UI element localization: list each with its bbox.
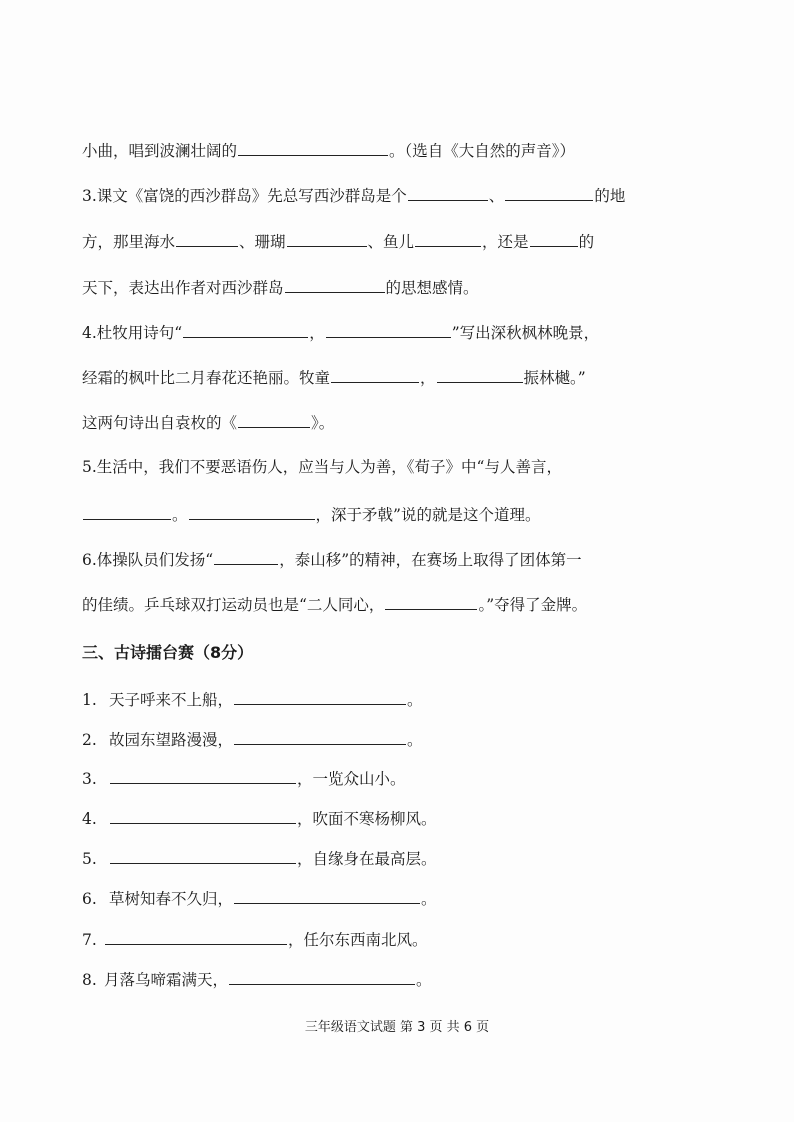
q5-line-1 [82, 456, 694, 478]
text: 。 [416, 971, 432, 989]
text: 振林樾。” [523, 369, 586, 387]
q3-line-3 [82, 276, 694, 299]
text: 、珊瑚 [239, 233, 286, 251]
answer-blank[interactable] [287, 230, 367, 247]
item-number: 7. [82, 931, 97, 949]
text: 这两句诗出自袁枚的《 [82, 414, 238, 432]
answer-blank[interactable] [385, 593, 477, 610]
text: 月落乌啼霜满天， [104, 971, 229, 989]
answer-blank[interactable] [110, 767, 296, 784]
poem-item-5 [82, 847, 694, 870]
poem-item-4 [82, 807, 694, 830]
poem-item-3 [82, 767, 694, 790]
text: ，泰山移”的精神，在赛场上取得了团体第一 [279, 551, 582, 569]
answer-blank[interactable] [229, 968, 415, 985]
section-3-title: 三、古诗擂台赛（8分） [82, 643, 254, 662]
answer-blank[interactable] [238, 139, 388, 156]
question-text: 4.杜牧用诗句“ [82, 324, 183, 342]
question-text: 5.生活中，我们不要恶语伤人，应当与人为善，《荀子》中“与人善言， [82, 458, 562, 476]
answer-blank[interactable] [110, 807, 296, 824]
text: 经霜的枫叶比二月春花还艳丽。牧童 [82, 369, 331, 387]
text: 方，那里海水 [82, 233, 176, 251]
answer-blank[interactable] [214, 548, 278, 565]
text: ”写出深秋枫林晚景， [451, 324, 600, 342]
text: ，深于矛戟”说的就是这个道理。 [315, 506, 541, 524]
answer-blank[interactable] [505, 184, 593, 201]
question-text: 3.课文《富饶的西沙群岛》先总写西沙群岛是个 [82, 187, 407, 205]
text: 小曲，唱到波澜壮阔的 [82, 142, 238, 160]
question-text: 6.体操队员们发扬“ [82, 551, 214, 569]
answer-blank[interactable] [105, 928, 287, 945]
q4-line-1 [82, 321, 694, 344]
text: ，自缘身在最高层。 [296, 850, 437, 868]
answer-blank[interactable] [110, 847, 296, 864]
page-footer: 三年级语文试题 第 3 页 共 6 页 [304, 1020, 490, 1035]
text: 故园东望路漫漫， [108, 731, 233, 749]
answer-blank[interactable] [530, 230, 578, 247]
answer-blank[interactable] [189, 503, 315, 520]
text: 的地 [594, 187, 626, 205]
answer-blank[interactable] [234, 728, 406, 745]
answer-blank[interactable] [408, 184, 488, 201]
text: ， [309, 324, 325, 342]
text: 。 [406, 731, 423, 749]
q2-continuation-line [82, 139, 694, 162]
q6-line-1 [82, 548, 694, 571]
text: 、鱼儿 [367, 233, 415, 251]
answer-blank[interactable] [415, 230, 481, 247]
poem-item-8 [82, 968, 694, 991]
text: 。 [406, 691, 423, 709]
text: 。（选自《大自然的声音》） [389, 142, 576, 160]
item-number: 5. [82, 850, 97, 868]
text: 。 [172, 506, 188, 524]
text: ，吹面不寒杨柳风。 [296, 810, 437, 828]
item-number: 6. [82, 890, 97, 908]
text: 天下，表达出作者对西沙群岛 [82, 279, 284, 297]
answer-blank[interactable] [331, 366, 419, 383]
poem-item-1 [82, 688, 694, 711]
text: 的佳绩。乒乓球双打运动员也是“二人同心， [82, 596, 385, 614]
q4-line-2 [82, 366, 694, 389]
poem-item-6 [82, 887, 694, 910]
q3-line-1 [82, 184, 694, 207]
poem-item-7 [82, 928, 694, 951]
answer-blank[interactable] [326, 321, 451, 338]
item-number: 1. [82, 691, 97, 709]
item-number: 2. [82, 731, 97, 749]
text: 》。 [311, 414, 335, 432]
q6-line-2 [82, 593, 694, 616]
q5-line-2 [82, 503, 694, 526]
text: ，一览众山小。 [296, 770, 406, 788]
item-number: 8. [82, 971, 97, 989]
text: 的 [578, 233, 595, 251]
answer-blank[interactable] [83, 503, 171, 520]
text: 。 [420, 890, 437, 908]
q3-line-2 [82, 230, 694, 253]
text: 天子呼来不上船， [108, 691, 233, 709]
item-number: 4. [82, 810, 97, 828]
text: ， [420, 369, 436, 387]
answer-blank[interactable] [437, 366, 523, 383]
text: 。”夺得了金牌。 [478, 596, 588, 614]
q4-line-3 [82, 411, 694, 434]
text: 草树知春不久归， [108, 890, 233, 908]
text: ，还是 [482, 233, 529, 251]
answer-blank[interactable] [183, 321, 308, 338]
item-number: 3. [82, 770, 97, 788]
separator: 、 [488, 187, 505, 205]
poem-item-2 [82, 728, 694, 751]
answer-blank[interactable] [234, 688, 406, 705]
text: ，任尔东西南北风。 [288, 931, 428, 949]
answer-blank[interactable] [234, 887, 420, 904]
text: 的思想感情。 [385, 279, 479, 297]
answer-blank[interactable] [285, 276, 385, 293]
answer-blank[interactable] [176, 230, 238, 247]
answer-blank[interactable] [238, 411, 310, 428]
